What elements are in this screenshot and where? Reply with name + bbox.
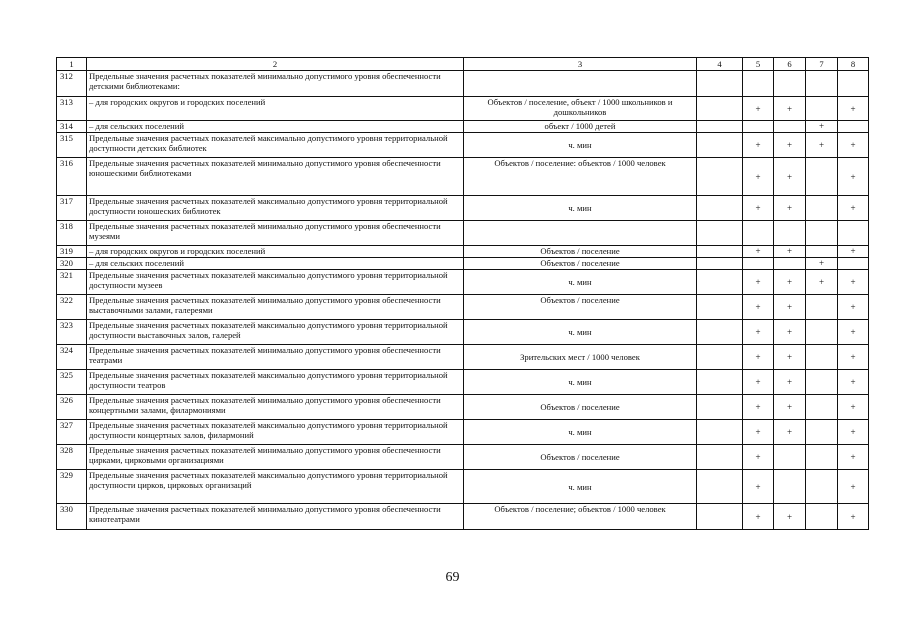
unit-cell: Объектов / поселение; объектов / 1000 человек [464, 504, 697, 530]
table-row [57, 295, 869, 320]
mark-cell-col7: + [806, 121, 838, 133]
mark-cell-col8 [838, 258, 869, 270]
mark-cell-col7 [806, 470, 838, 504]
mark-cell-col6: + [774, 320, 806, 345]
mark-cell-col4 [697, 504, 743, 530]
indicator-name-cell: – для городских округов и городских поселений [87, 97, 464, 121]
indicator-name-cell: Предельные значения расчетных показателей минимально допустимого уровня обеспеченности музеями [87, 221, 464, 246]
unit-cell [464, 71, 697, 97]
mark-cell-col8 [838, 121, 869, 133]
mark-cell-col7 [806, 295, 838, 320]
table-row [57, 320, 869, 345]
mark-cell-col4 [697, 345, 743, 370]
mark-cell-col4 [697, 295, 743, 320]
mark-cell-col8: + [838, 445, 869, 470]
row-number-cell: 323 [57, 320, 87, 345]
header-cell: 6 [774, 58, 806, 71]
table-row [57, 121, 869, 133]
indicator-name-cell: Предельные значения расчетных показателей минимально допустимого уровня обеспеченности выставочными залами, галереями [87, 295, 464, 320]
mark-cell-col8: + [838, 158, 869, 196]
row-number-cell: 317 [57, 196, 87, 221]
table-row [57, 370, 869, 395]
mark-cell-col8: + [838, 133, 869, 158]
mark-cell-col8: + [838, 345, 869, 370]
table-row [57, 395, 869, 420]
table-row [57, 470, 869, 504]
mark-cell-col6 [774, 221, 806, 246]
mark-cell-col4 [697, 470, 743, 504]
indicator-name-cell: Предельные значения расчетных показателей максимально допустимого уровня территориальной доступности детских библиотек [87, 133, 464, 158]
mark-cell-col4 [697, 270, 743, 295]
mark-cell-col5: + [743, 504, 774, 530]
mark-cell-col5: + [743, 246, 774, 258]
row-number-cell: 327 [57, 420, 87, 445]
mark-cell-col8: + [838, 270, 869, 295]
indicator-name-cell: Предельные значения расчетных показателей минимально допустимого уровня обеспеченности юношескими библиотеками [87, 158, 464, 196]
unit-cell: Объектов / поселение [464, 395, 697, 420]
row-number-cell: 329 [57, 470, 87, 504]
row-number-cell: 314 [57, 121, 87, 133]
unit-cell: Объектов / поселение [464, 246, 697, 258]
mark-cell-col6: + [774, 395, 806, 420]
unit-cell: ч. мин [464, 420, 697, 445]
indicator-name-cell: Предельные значения расчетных показателей максимально допустимого уровня территориальной доступности театров [87, 370, 464, 395]
unit-cell: Объектов / поселение, объект / 1000 школьников и дошкольников [464, 97, 697, 121]
mark-cell-col7: + [806, 258, 838, 270]
mark-cell-col6: + [774, 196, 806, 221]
header-cell: 2 [87, 58, 464, 71]
mark-cell-col6 [774, 445, 806, 470]
mark-cell-col8: + [838, 295, 869, 320]
indicator-name-cell: Предельные значения расчетных показателей минимально допустимого уровня обеспеченности кинотеатрами [87, 504, 464, 530]
unit-cell: Объектов / поселение [464, 295, 697, 320]
unit-cell: ч. мин [464, 320, 697, 345]
mark-cell-col8: + [838, 320, 869, 345]
mark-cell-col4 [697, 395, 743, 420]
indicator-name-cell: – для сельских поселений [87, 258, 464, 270]
mark-cell-col5: + [743, 97, 774, 121]
mark-cell-col8: + [838, 420, 869, 445]
unit-cell [464, 221, 697, 246]
mark-cell-col5: + [743, 370, 774, 395]
indicator-name-cell: Предельные значения расчетных показателей максимально допустимого уровня территориальной доступности цирков, цирковых организаций [87, 470, 464, 504]
mark-cell-col7 [806, 196, 838, 221]
header-cell: 1 [57, 58, 87, 71]
mark-cell-col7 [806, 71, 838, 97]
table-row [57, 196, 869, 221]
mark-cell-col7: + [806, 270, 838, 295]
mark-cell-col6: + [774, 270, 806, 295]
row-number-cell: 312 [57, 71, 87, 97]
mark-cell-col4 [697, 133, 743, 158]
mark-cell-col5: + [743, 345, 774, 370]
mark-cell-col7 [806, 158, 838, 196]
unit-cell: ч. мин [464, 196, 697, 221]
unit-cell: объект / 1000 детей [464, 121, 697, 133]
table-row [57, 420, 869, 445]
mark-cell-col5: + [743, 196, 774, 221]
mark-cell-col6: + [774, 295, 806, 320]
unit-cell: ч. мин [464, 133, 697, 158]
mark-cell-col7 [806, 504, 838, 530]
mark-cell-col8 [838, 221, 869, 246]
mark-cell-col8: + [838, 370, 869, 395]
table-row [57, 445, 869, 470]
mark-cell-col6: + [774, 370, 806, 395]
table-row [57, 221, 869, 246]
mark-cell-col4 [697, 196, 743, 221]
mark-cell-col6 [774, 71, 806, 97]
mark-cell-col4 [697, 445, 743, 470]
mark-cell-col5: + [743, 270, 774, 295]
mark-cell-col6 [774, 470, 806, 504]
mark-cell-col6: + [774, 420, 806, 445]
table-row [57, 133, 869, 158]
table-header-row [57, 58, 869, 71]
unit-cell: Зрительских мест / 1000 человек [464, 345, 697, 370]
mark-cell-col8: + [838, 470, 869, 504]
mark-cell-col7 [806, 320, 838, 345]
unit-cell: ч. мин [464, 370, 697, 395]
row-number-cell: 328 [57, 445, 87, 470]
table-row [57, 504, 869, 530]
row-number-cell: 330 [57, 504, 87, 530]
mark-cell-col7 [806, 246, 838, 258]
header-cell: 5 [743, 58, 774, 71]
table-row [57, 258, 869, 270]
mark-cell-col8: + [838, 196, 869, 221]
mark-cell-col5: + [743, 395, 774, 420]
mark-cell-col7 [806, 395, 838, 420]
mark-cell-col6: + [774, 246, 806, 258]
mark-cell-col6: + [774, 133, 806, 158]
indicator-name-cell: Предельные значения расчетных показателей максимально допустимого уровня территориальной доступности концертных залов, филармоний [87, 420, 464, 445]
unit-cell: Объектов / поселение [464, 258, 697, 270]
indicator-name-cell: Предельные значения расчетных показателей минимально допустимого уровня обеспеченности театрами [87, 345, 464, 370]
mark-cell-col4 [697, 320, 743, 345]
header-cell: 3 [464, 58, 697, 71]
mark-cell-col8: + [838, 504, 869, 530]
row-number-cell: 325 [57, 370, 87, 395]
mark-cell-col7 [806, 345, 838, 370]
mark-cell-col5: + [743, 295, 774, 320]
table-row [57, 97, 869, 121]
mark-cell-col4 [697, 370, 743, 395]
mark-cell-col6: + [774, 158, 806, 196]
mark-cell-col4 [697, 97, 743, 121]
mark-cell-col5: + [743, 420, 774, 445]
indicator-name-cell: – для городских округов и городских поселений [87, 246, 464, 258]
row-number-cell: 322 [57, 295, 87, 320]
indicator-name-cell: Предельные значения расчетных показателей минимально допустимого уровня обеспеченности концертными залами, филармониями [87, 395, 464, 420]
mark-cell-col5 [743, 71, 774, 97]
indicator-name-cell: Предельные значения расчетных показателей минимально допустимого уровня обеспеченности детскими библиотеками: [87, 71, 464, 97]
mark-cell-col7 [806, 445, 838, 470]
table-row [57, 270, 869, 295]
unit-cell: ч. мин [464, 270, 697, 295]
mark-cell-col5: + [743, 158, 774, 196]
page-number: 69 [445, 570, 460, 585]
table-row [57, 345, 869, 370]
mark-cell-col4 [697, 221, 743, 246]
unit-cell: Объектов / поселение [464, 445, 697, 470]
header-cell: 8 [838, 58, 869, 71]
mark-cell-col6: + [774, 97, 806, 121]
mark-cell-col8: + [838, 395, 869, 420]
mark-cell-col5: + [743, 470, 774, 504]
table-row [57, 71, 869, 97]
row-number-cell: 316 [57, 158, 87, 196]
mark-cell-col5 [743, 121, 774, 133]
row-number-cell: 320 [57, 258, 87, 270]
row-number-cell: 321 [57, 270, 87, 295]
mark-cell-col6 [774, 258, 806, 270]
mark-cell-col8: + [838, 97, 869, 121]
mark-cell-col7 [806, 370, 838, 395]
mark-cell-col6 [774, 121, 806, 133]
indicator-name-cell: – для сельских поселений [87, 121, 464, 133]
unit-cell: Объектов / поселение: объектов / 1000 человек [464, 158, 697, 196]
row-number-cell: 318 [57, 221, 87, 246]
indicator-name-cell: Предельные значения расчетных показателей минимально допустимого уровня обеспеченности цирками, цирковыми организациями [87, 445, 464, 470]
unit-cell: ч. мин [464, 470, 697, 504]
row-number-cell: 313 [57, 97, 87, 121]
mark-cell-col5: + [743, 445, 774, 470]
mark-cell-col8 [838, 71, 869, 97]
mark-cell-col4 [697, 121, 743, 133]
row-number-cell: 324 [57, 345, 87, 370]
table-body [57, 58, 869, 530]
mark-cell-col7: + [806, 133, 838, 158]
mark-cell-col7 [806, 97, 838, 121]
mark-cell-col8: + [838, 246, 869, 258]
indicator-name-cell: Предельные значения расчетных показателей максимально допустимого уровня территориальной доступности выставочных залов, галерей [87, 320, 464, 345]
indicator-name-cell: Предельные значения расчетных показателей максимально допустимого уровня территориальной доступности юношеских библиотек [87, 196, 464, 221]
mark-cell-col5: + [743, 320, 774, 345]
mark-cell-col5 [743, 221, 774, 246]
header-cell: 7 [806, 58, 838, 71]
document-table-container [56, 57, 868, 530]
mark-cell-col6: + [774, 345, 806, 370]
table-row [57, 246, 869, 258]
row-number-cell: 319 [57, 246, 87, 258]
mark-cell-col5: + [743, 133, 774, 158]
mark-cell-col6: + [774, 504, 806, 530]
mark-cell-col4 [697, 420, 743, 445]
document-table [56, 57, 869, 530]
header-cell: 4 [697, 58, 743, 71]
mark-cell-col4 [697, 246, 743, 258]
indicator-name-cell: Предельные значения расчетных показателей максимально допустимого уровня территориальной доступности музеев [87, 270, 464, 295]
mark-cell-col4 [697, 158, 743, 196]
mark-cell-col7 [806, 420, 838, 445]
mark-cell-col5 [743, 258, 774, 270]
table-row [57, 158, 869, 196]
mark-cell-col4 [697, 258, 743, 270]
mark-cell-col4 [697, 71, 743, 97]
mark-cell-col7 [806, 221, 838, 246]
row-number-cell: 315 [57, 133, 87, 158]
row-number-cell: 326 [57, 395, 87, 420]
